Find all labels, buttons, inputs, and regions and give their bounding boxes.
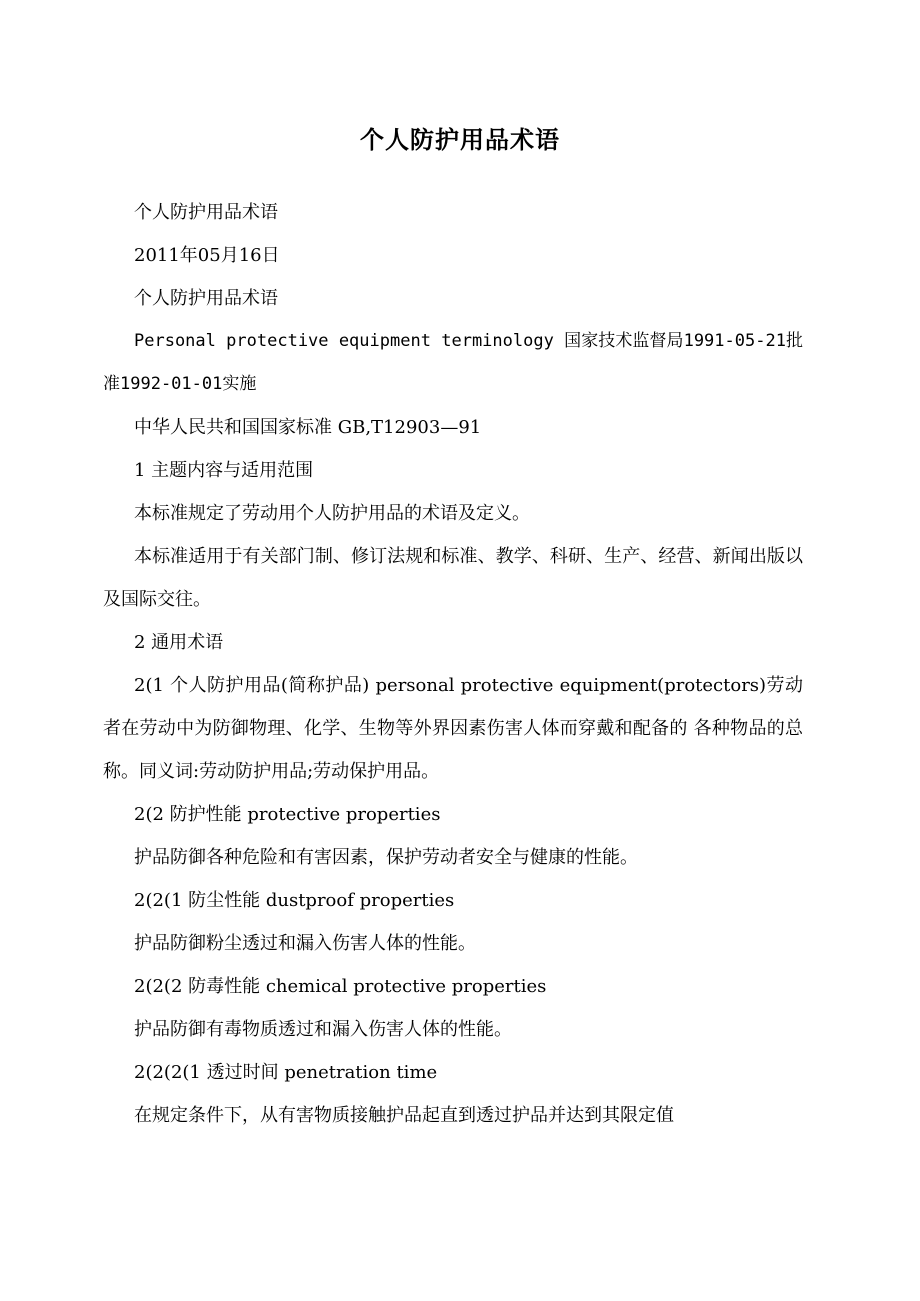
definition-2-2-2-1: 在规定条件下，从有害物质接触护品起直到透过护品并达到其限定值 xyxy=(134,1105,674,1126)
paragraph-standard-number: 中华人民共和国国家标准 GB,T12903—91 xyxy=(134,417,482,438)
term-2-2: 2(2 防护性能 protective properties xyxy=(134,804,441,825)
section-1-heading: 1 主题内容与适用范围 xyxy=(134,460,314,481)
paragraph-scope-2: 本标准适用于有关部门制、修订法规和标准、教学、科研、生产、经营、新闻出版以及国际交往。 xyxy=(103,546,803,610)
term-2-2-1: 2(2(1 防尘性能 dustproof properties xyxy=(134,890,455,911)
term-2-1: 2(1 个人防护用品(简称护品) personal protective equipment(protectors)劳动者在劳动中为防御物理、化学、生物等外界因素伤害人体而穿戴和配备的 各种物品的总称。同义词:劳动防护用品;劳动保护用品。 xyxy=(103,675,803,782)
definition-2-2: 护品防御各种危险和有害因素，保护劳动者安全与健康的性能。 xyxy=(134,847,638,868)
term-2-2-2-1: 2(2(2(1 透过时间 penetration time xyxy=(134,1062,438,1083)
paragraph-heading-repeat: 个人防护用品术语 xyxy=(134,202,278,223)
document-body xyxy=(103,191,803,1137)
definition-2-2-1: 护品防御粉尘透过和漏入伤害人体的性能。 xyxy=(134,933,476,954)
paragraph-heading-repeat-2: 个人防护用品术语 xyxy=(134,288,278,309)
paragraph-english-title-approval: Personal protective equipment terminology 国家技术监督局1991-05-21批准1992-01-01实施 xyxy=(103,331,803,394)
term-2-2-2: 2(2(2 防毒性能 chemical protective properties xyxy=(134,976,547,997)
paragraph-scope-1: 本标准规定了劳动用个人防护用品的术语及定义。 xyxy=(134,503,530,524)
page-title: 个人防护用品术语 xyxy=(360,125,560,154)
definition-2-2-2: 护品防御有毒物质透过和漏入伤害人体的性能。 xyxy=(134,1019,512,1040)
paragraph-date: 2011年05月16日 xyxy=(134,245,280,266)
section-2-heading: 2 通用术语 xyxy=(134,632,224,653)
